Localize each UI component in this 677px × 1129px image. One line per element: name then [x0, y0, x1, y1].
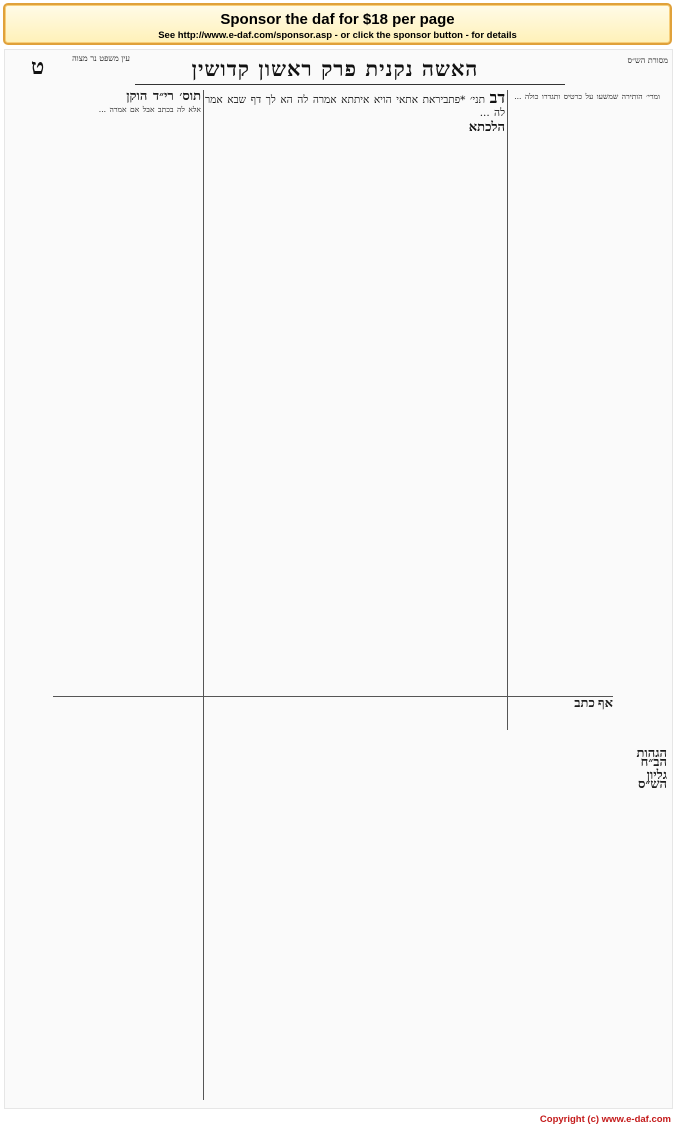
section-divider: [53, 696, 613, 697]
masoret-hashas-label: מסורת הש״ס: [627, 56, 668, 65]
header-rule: [135, 84, 565, 85]
bottom-keyword-ketav: כתב: [574, 700, 595, 711]
bottom-commentary: [53, 700, 613, 1100]
rashi-text: ומרי׳ הותירה שמשעו על כרטיס ותגדרו כולה ...: [514, 92, 660, 101]
bottom-keyword-ach: אף: [597, 700, 613, 711]
gemara-text: תני׳ *פתביראת אתאי הויא איתתא אמרה לה הא לך דף שבא אמר לה ...: [205, 94, 505, 119]
gemara-column: [205, 92, 505, 692]
chapter-title: האשה נקנית פרק ראשון קדושין: [191, 56, 479, 81]
column-divider: [203, 90, 204, 1100]
tosafot-text: אלא לה בכתב אבל אם אמרה ...: [98, 105, 201, 115]
page-header: [5, 50, 672, 90]
hagahot-title: הגהות הב״ח: [636, 750, 667, 771]
gemara-keyword-halacha: הלכתא: [468, 120, 505, 136]
right-side-notes: [615, 750, 667, 1080]
sponsor-banner-subtitle: See http://www.e-daf.com/sponsor.asp - or click the sponsor button - for details: [158, 30, 517, 41]
copyright-link[interactable]: Copyright (c) www.e-daf.com: [539, 1114, 671, 1125]
talmud-page: [4, 49, 673, 1109]
column-divider: [507, 90, 508, 730]
rashi-column: [510, 92, 660, 732]
gemara-opening-word: דב: [489, 92, 505, 107]
folio-letter: ט: [31, 54, 45, 80]
gilyon-title: גליון הש״ס: [637, 767, 667, 793]
tosafot-title: תוס׳ רי״ד הוקן: [126, 92, 201, 104]
ein-mishpat-label: עין משפט נר מצוה: [72, 54, 130, 63]
sponsor-banner-title: Sponsor the daf for $18 per page: [220, 11, 455, 28]
sponsor-banner[interactable]: [3, 3, 672, 45]
